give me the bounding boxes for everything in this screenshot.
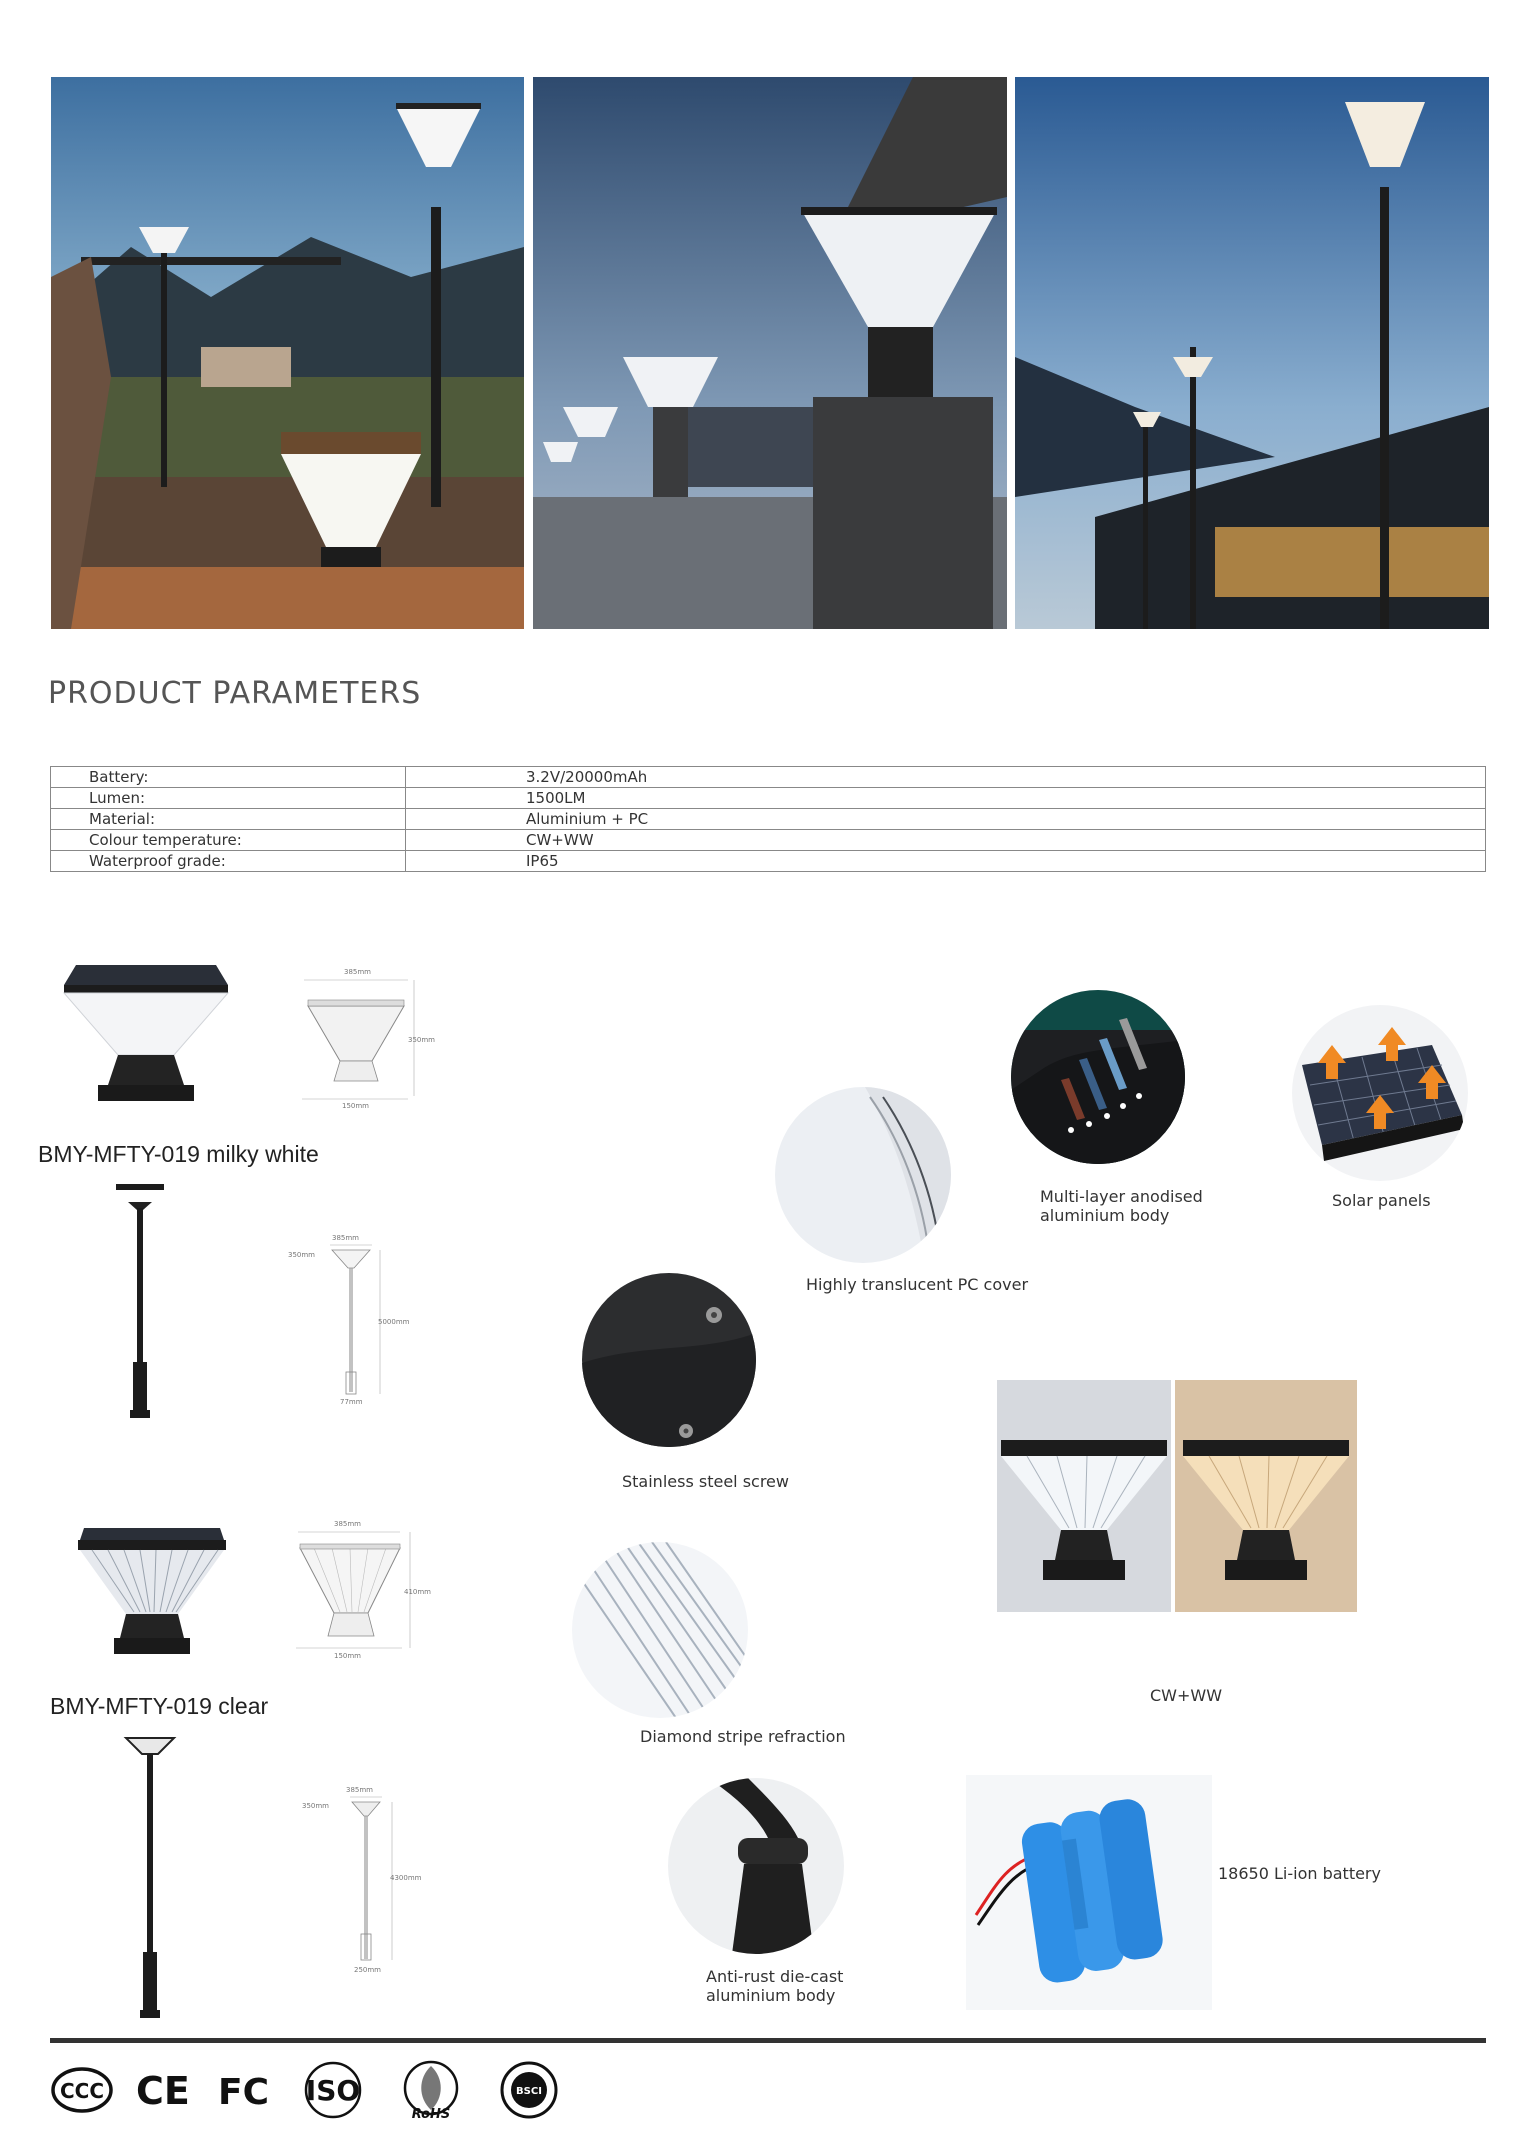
hero-photo-street [1015, 77, 1489, 629]
table-row [51, 767, 1486, 788]
dim-length: 350mm [288, 1251, 315, 1259]
feature-caption-solar: Solar panels [1332, 1191, 1431, 1210]
dim-base: 250mm [354, 1966, 381, 1974]
feature-caption-diamond: Diamond stripe refraction [640, 1727, 846, 1746]
param-label: Waterproof grade: [51, 851, 406, 872]
hero-photo-garden [51, 77, 524, 629]
dim-width: 385mm [346, 1786, 373, 1794]
dim-height: 410mm [404, 1588, 431, 1596]
dimension-drawing-3 [292, 1518, 442, 1663]
product-image-milky-pillar [56, 955, 236, 1110]
param-value: IP65 [406, 851, 1486, 872]
dim-length: 350mm [302, 1802, 329, 1810]
table-row [51, 851, 1486, 872]
dim-width: 385mm [332, 1234, 359, 1242]
bsci-mark: BSCI [516, 2086, 542, 2097]
rohs-mark: RoHS [411, 2107, 451, 2120]
ccc-mark: CCC [59, 2079, 105, 2103]
bsci-logo [498, 2060, 560, 2120]
ccc-logo [50, 2060, 114, 2120]
hero-photo-pillar [533, 77, 1007, 629]
ce-mark: CE [136, 2069, 190, 2113]
dim-base: 150mm [334, 1652, 361, 1660]
param-value: 3.2V/20000mAh [406, 767, 1486, 788]
product-image-clear-pillar [72, 1522, 232, 1662]
product-image-clear-pole [120, 1732, 180, 2024]
param-value: 1500LM [406, 788, 1486, 809]
feature-caption-antirust: Anti-rust die-cast aluminium body [706, 1967, 844, 2005]
feature-image-cool-white [997, 1380, 1171, 1612]
feature-image-pc-cover [775, 1087, 951, 1263]
feature-caption-battery: 18650 Li-ion battery [1218, 1864, 1381, 1883]
feature-caption-screw: Stainless steel screw [622, 1472, 789, 1491]
feature-image-antirust [668, 1778, 844, 1954]
dimension-drawing-2 [288, 1232, 418, 1407]
table-row [51, 809, 1486, 830]
dim-width: 385mm [334, 1520, 361, 1528]
feature-caption-cwww: CW+WW [1150, 1686, 1223, 1705]
feature-image-solar [1292, 1005, 1468, 1181]
table-row [51, 788, 1486, 809]
feature-image-anodised [1011, 990, 1185, 1164]
iso-mark: ISO [305, 2074, 361, 2107]
feature-image-diamond [572, 1542, 748, 1718]
footer-divider [50, 2038, 1486, 2043]
param-label: Battery: [51, 767, 406, 788]
fcc-logo [216, 2060, 272, 2120]
fc-mark: FC [218, 2072, 270, 2113]
iso-logo [300, 2060, 366, 2120]
table-row [51, 830, 1486, 851]
param-label: Colour temperature: [51, 830, 406, 851]
feature-caption-pc-cover: Highly translucent PC cover [806, 1275, 1029, 1294]
feature-image-battery [966, 1775, 1212, 2010]
dim-width: 385mm [344, 968, 371, 976]
dim-height: 4300mm [390, 1874, 422, 1882]
rohs-logo [400, 2060, 462, 2120]
param-value: CW+WW [406, 830, 1486, 851]
param-label: Lumen: [51, 788, 406, 809]
parameters-table [50, 766, 1486, 872]
dimension-drawing-1 [298, 966, 438, 1111]
dimension-drawing-4 [300, 1784, 430, 1974]
feature-image-screw [582, 1273, 756, 1447]
feature-image-warm-white [1175, 1380, 1357, 1612]
page-title: PRODUCT PARAMETERS [48, 676, 422, 711]
product-image-milky-pole [110, 1182, 170, 1422]
dim-base: 150mm [342, 1102, 369, 1110]
dim-base: 77mm [340, 1398, 363, 1406]
feature-caption-anodised: Multi-layer anodised aluminium body [1040, 1187, 1203, 1225]
dim-height: 5000mm [378, 1318, 410, 1326]
param-label: Material: [51, 809, 406, 830]
model-name-clear: BMY-MFTY-019 clear [50, 1693, 269, 1719]
model-name-milky: BMY-MFTY-019 milky white [38, 1141, 319, 1167]
param-value: Aluminium + PC [406, 809, 1486, 830]
ce-logo [134, 2060, 190, 2120]
dim-height: 350mm [408, 1036, 435, 1044]
